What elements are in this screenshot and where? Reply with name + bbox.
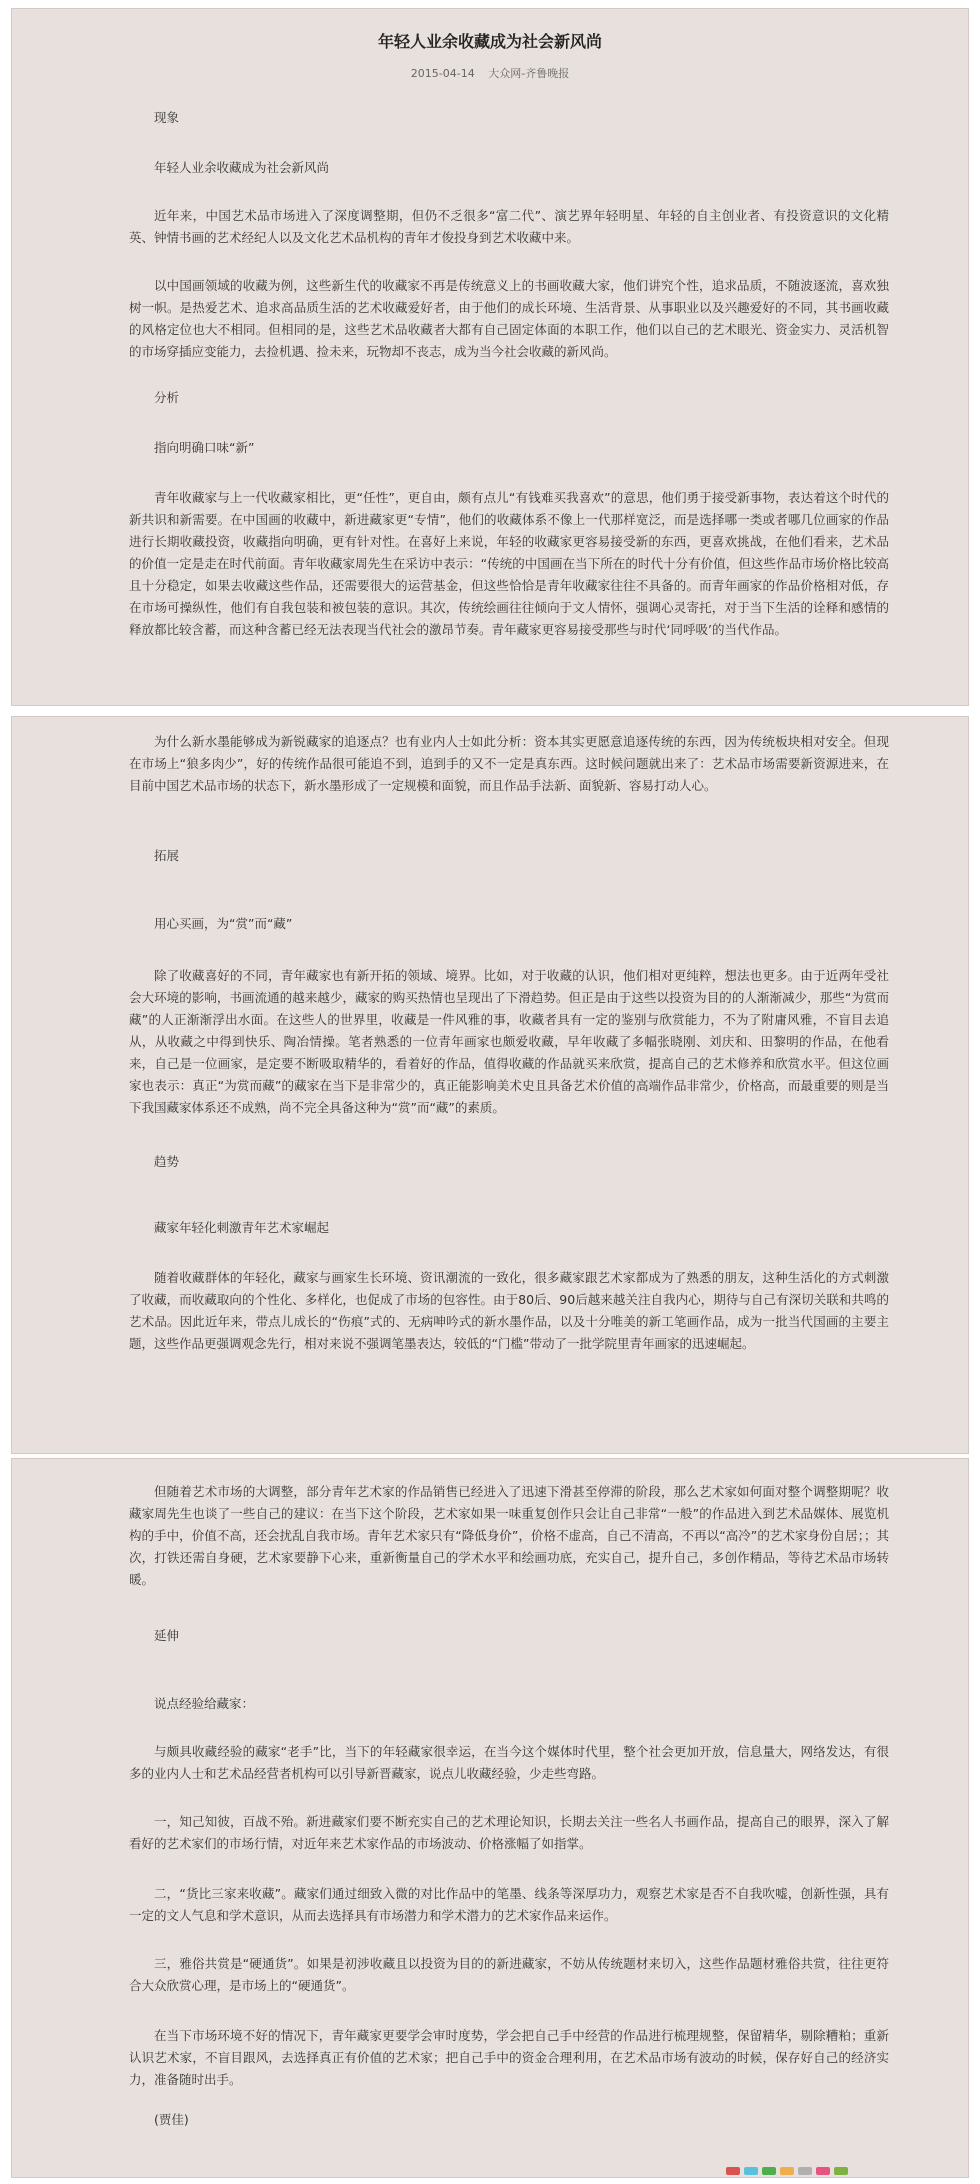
share-icon[interactable]	[798, 2167, 812, 2175]
article-date: 2015-04-14	[410, 67, 475, 80]
paragraph: 一，知己知彼，百战不殆。新进藏家们要不断充实自己的艺术理论知识，长期去关注一些名人书画作品，提高自己的眼界，深入了解看好的艺术家们的市场行情，对近年来艺术家作品的市场波动、价格涨幅了如指掌。	[129, 1814, 889, 1851]
article-panel-1	[11, 8, 969, 706]
article-meta	[12, 65, 968, 81]
paragraph: 青年收藏家与上一代收藏家相比，更“任性”，更自由，颇有点儿“有钱难买我喜欢”的意思，他们勇于接受新事物，表达着这个时代的新共识和新需要。在中国画的收藏中，新进藏家更“专情”，他们的收藏体系不像上一代那样宽泛，而是选择哪一类或者哪几位画家的作品进行长期收藏投资，收藏指向明确，更有针对性。在喜好上来说，年轻的收藏家更容易接受新的东西，更喜欢挑战，在他们看来，艺术品的价值一定是走在时代前面。青年收藏家周先生在采访中表示：“传统的中国画在当下所在的时代十分有价值，但这些作品市场价格比较高且十分稳定，如果去收藏这些作品，还需要很大的运营基金，但这些恰恰是青年收藏家往往不具备的。而青年画家的作品价格相对低，存在市场可操纵性，他们有自我包装和被包装的意识。其次，传统绘画往往倾向于文人情怀，强调心灵寄托，对于当下生活的诠释和感情的释放都比较含蓄，而这种含蓄已经无法表现当代社会的激昂节奏。青年藏家更容易接受那些与时代‘同呼吸’的当代作品。	[129, 490, 889, 637]
share-icon[interactable]	[726, 2167, 740, 2175]
section-subheading: 说点经验给藏家：	[154, 1696, 255, 1711]
paragraph: 与颇具收藏经验的藏家“老手”比，当下的年轻藏家很幸运，在当今这个媒体时代里，整个社会更加开放，信息量大，网络发达，有很多的业内人士和艺术品经营者机构可以引导新晋藏家，说点儿收藏经验，少走些弯路。	[129, 1744, 889, 1781]
paragraph: 近年来，中国艺术品市场进入了深度调整期，但仍不乏很多“富二代”、演艺界年轻明星、年轻的自主创业者、有投资意识的文化精英、钟情书画的艺术经纪人以及文化艺术品机构的青年才俊投身到艺术收藏中来。	[129, 208, 889, 245]
section-heading-xianxiang: 现象	[154, 110, 180, 125]
article-source: 大众网-齐鲁晚报	[488, 67, 570, 80]
paragraph: 为什么新水墨能够成为新锐藏家的追逐点？也有业内人士如此分析：资本其实更愿意追逐传统的东西，因为传统板块相对安全。但现在市场上“狼多肉少”，好的传统作品很可能追不到，追到手的又不一定是真东西。这时候问题就出来了：艺术品市场需要新资源进来，在目前中国艺术品市场的状态下，新水墨形成了一定规模和面貌，而且作品手法新、面貌新、容易打动人心。	[129, 734, 889, 793]
article-title: 年轻人业余收藏成为社会新风尚	[377, 32, 602, 51]
share-icon[interactable]	[744, 2167, 758, 2175]
paragraph: 在当下市场环境不好的情况下，青年藏家更要学会审时度势，学会把自己手中经营的作品进行梳理规整，保留精华，剔除糟粕；重新认识艺术家，不盲目跟风，去选择真正有价值的艺术家；把自己手中的资金合理利用，在艺术品市场有波动的时候，保存好自己的经济实力，准备随时出手。	[129, 2028, 889, 2087]
share-icon[interactable]	[762, 2167, 776, 2175]
article-author: (贾佳)	[154, 2112, 189, 2127]
paragraph: 二，“货比三家来收藏”。藏家们通过细致入微的对比作品中的笔墨、线条等深厚功力，观察艺术家是否不自我吹嘘，创新性强，具有一定的文人气息和学术意识，从而去选择具有市场潜力和学术潜力的艺术家作品来运作。	[129, 1886, 889, 1923]
paragraph: 三，雅俗共赏是“硬通货”。如果是初涉收藏且以投资为目的的新进藏家，不妨从传统题材来切入，这些作品题材雅俗共赏，往往更符合大众欣赏心理，是市场上的“硬通货”。	[129, 1956, 889, 1993]
section-subheading: 用心买画，为“赏”而“藏”	[154, 916, 293, 931]
section-heading-fenxi: 分析	[154, 390, 180, 405]
section-heading-qushi: 趋势	[154, 1154, 180, 1169]
section-heading-yanshen: 延伸	[154, 1628, 180, 1643]
paragraph: 随着收藏群体的年轻化，藏家与画家生长环境、资讯潮流的一致化，很多藏家跟艺术家都成为了熟悉的朋友，这种生活化的方式刺激了收藏，而收藏取向的个性化、多样化，也促成了市场的包容性。由于80后、90后越来越关注自我内心，期待与自己有深切关联和共鸣的艺术品。因此近年来，带点儿成长的“伤痕”式的、无病呻吟式的新水墨作品，以及十分唯美的新工笔画作品，成为一批当代国画的主要主题，这些作品更强调观念先行，相对来说不强调笔墨表达，较低的“门槛”带动了一批学院里青年画家的迅速崛起。	[129, 1270, 889, 1351]
article-panel-2	[11, 716, 969, 1454]
paragraph: 以中国画领域的收藏为例，这些新生代的收藏家不再是传统意义上的书画收藏大家，他们讲究个性，追求品质，不随波逐流，喜欢独树一帜。是热爱艺术、追求高品质生活的艺术收藏爱好者，由于他们的成长环境、生活背景、从事职业以及兴趣爱好的不同，其书画收藏的风格定位也大不相同。但相同的是，这些艺术品收藏者大都有自己固定体面的本职工作，他们以自己的艺术眼光、资金实力、灵活机智的市场穿插应变能力，去捡机遇、捡未来，玩物却不丧志，成为当今社会收藏的新风尚。	[129, 278, 889, 359]
section-subheading: 指向明确口味“新”	[154, 440, 255, 455]
section-heading-tuozhan: 拓展	[154, 848, 180, 863]
share-bar	[726, 2167, 848, 2175]
article-panel-3	[11, 1458, 969, 2178]
paragraph: 但随着艺术市场的大调整，部分青年艺术家的作品销售已经进入了迅速下滑甚至停滞的阶段，那么艺术家如何面对整个调整期呢？收藏家周先生也谈了一些自己的建议：在当下这个阶段，艺术家如果一味重复创作只会让自己非常“一般”的作品进入到艺术品媒体、展览机构的手中，价值不高，还会扰乱自我市场。青年艺术家只有“降低身价”，价格不虚高，自己不清高，不再以“高冷”的艺术家身份自居；；其次，打铁还需自身硬，艺术家要静下心来，重新衡量自己的学术水平和绘画功底，充实自己，提升自己，多创作精品，等待艺术品市场转暖。	[129, 1484, 889, 1587]
paragraph: 除了收藏喜好的不同，青年藏家也有新开拓的领域、境界。比如，对于收藏的认识，他们相对更纯粹，想法也更多。由于近两年受社会大环境的影响，书画流通的越来越少，藏家的购买热情也呈现出了下滑趋势。但正是由于这些以投资为目的的人渐渐减少，那些“为赏而藏”的人正渐渐浮出水面。在这些人的世界里，收藏是一件风雅的事，收藏者具有一定的鉴别与欣赏能力，不为了附庸风雅，不盲目去追从，从收藏之中得到快乐、陶冶情操。笔者熟悉的一位青年画家也颇爱收藏，早年收藏了多幅张晓刚、刘庆和、田黎明的作品，在他看来，自己是一位画家，是定要不断吸取精华的，看着好的作品，值得收藏的作品就买来欣赏，提高自己的艺术修养和欣赏水平。但这位画家也表示：真正“为赏而藏”的藏家在当下是非常少的，真正能影响美术史且具备艺术价值的高端作品非常少，价格高，而最重要的则是当下我国藏家体系还不成熟，尚不完全具备这种为“赏”而“藏”的素质。	[129, 968, 889, 1115]
share-icon[interactable]	[780, 2167, 794, 2175]
share-icon[interactable]	[834, 2167, 848, 2175]
section-subheading: 年轻人业余收藏成为社会新风尚	[154, 160, 330, 175]
share-icon[interactable]	[816, 2167, 830, 2175]
section-subheading: 藏家年轻化刺激青年艺术家崛起	[154, 1220, 330, 1235]
